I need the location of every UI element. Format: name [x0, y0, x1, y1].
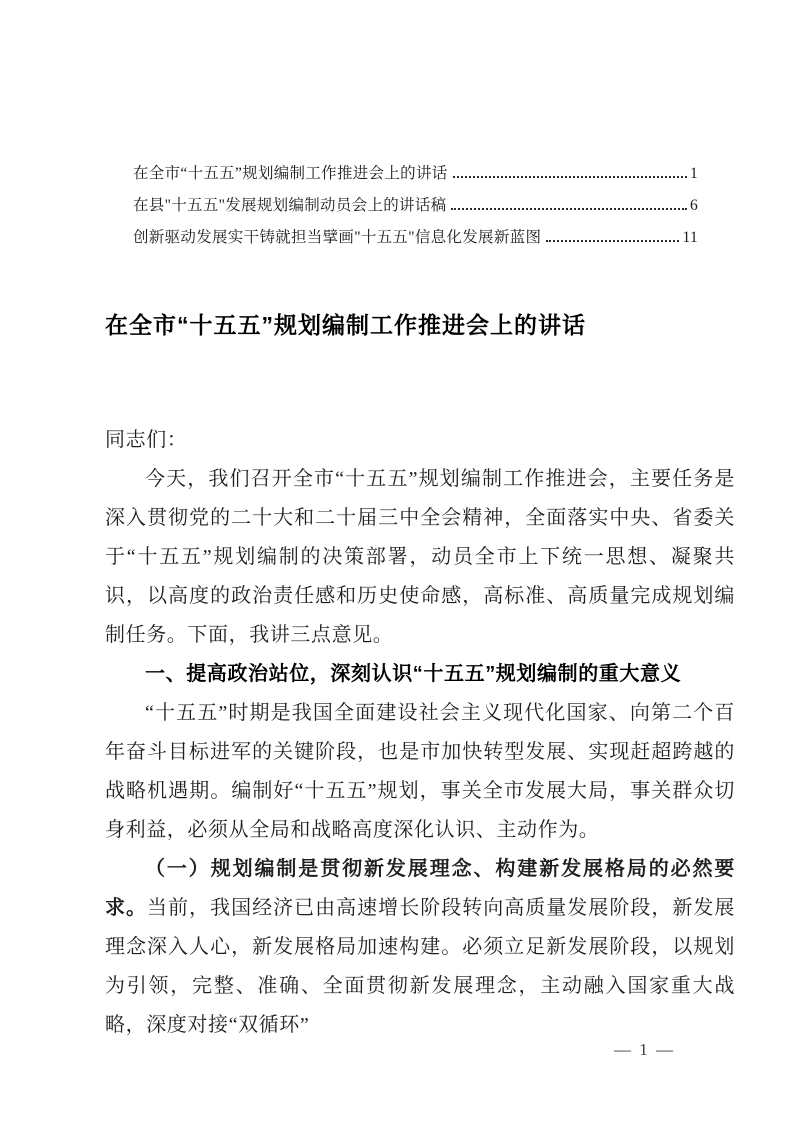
toc-entry[interactable]: [133, 161, 698, 193]
paragraph-intro: 今天，我们召开全市“十五五”规划编制工作推进会，主要任务是深入贯彻党的二十大和二十届三中全会精神，全面落实中央、省委关于“十五五”规划编制的决策部署，动员全市上下统一思想、凝聚共识，以高度的政治责任感和历史使命感，高标准、高质量完成规划编制任务。下面，我讲三点意见。: [105, 468, 735, 646]
salutation: 同志们：: [105, 429, 188, 451]
page-title: 在全市“十五五”规划编制工作推进会上的讲话: [105, 312, 586, 338]
toc-entry-label[interactable]: 创新驱动发展实干铸就担当擘画"十五五"信息化发展新蓝图: [133, 229, 542, 246]
toc-page-number[interactable]: 6: [689, 197, 698, 214]
paragraph-2: [105, 850, 735, 1045]
toc-leader-dots: [451, 208, 686, 210]
toc-leader-dots: [453, 176, 687, 178]
toc-entry-label[interactable]: 在县"十五五"发展规划编制动员会上的讲话稿: [133, 197, 447, 214]
toc-page-number[interactable]: 11: [682, 229, 698, 246]
toc-leader-dots: [546, 240, 679, 242]
footer-page-number: — 1 —: [614, 1040, 675, 1059]
toc-page-number[interactable]: 1: [689, 165, 698, 182]
paragraph-2-rest: 当前，我国经济已由高速增长阶段转向高质量发展阶段，新发展理念深入人心，新发展格局加速构建。必须立足新发展阶段，以规划为引领，完整、准确、全面贯彻新发展理念，主动融入国家重大战略，深度对接“双循环”: [105, 897, 735, 1036]
table-of-contents: [133, 161, 698, 257]
paragraph-1: “十五五”时期是我国全面建设社会主义现代化国家、向第二个百年奋斗目标进军的关键阶段，也是市加快转型发展、实现赶超跨越的战略机遇期。编制好“十五五”规划，事关全市发展大局，事关群众切身利益，必须从全局和战略高度深化认识、主动作为。: [105, 702, 735, 841]
section-heading-1: 一、提高政治站位，深刻认识“十五五”规划编制的重大意义: [145, 663, 682, 685]
paragraph-2-lead: （一）规划编制是贯彻新发展理念、构建新发展格局的必然要求。: [105, 858, 735, 919]
toc-entry-label[interactable]: 在全市“十五五”规划编制工作推进会上的讲话: [133, 165, 448, 182]
article-body: [105, 421, 735, 1045]
toc-entry[interactable]: [133, 225, 698, 257]
toc-entry[interactable]: [133, 193, 698, 225]
